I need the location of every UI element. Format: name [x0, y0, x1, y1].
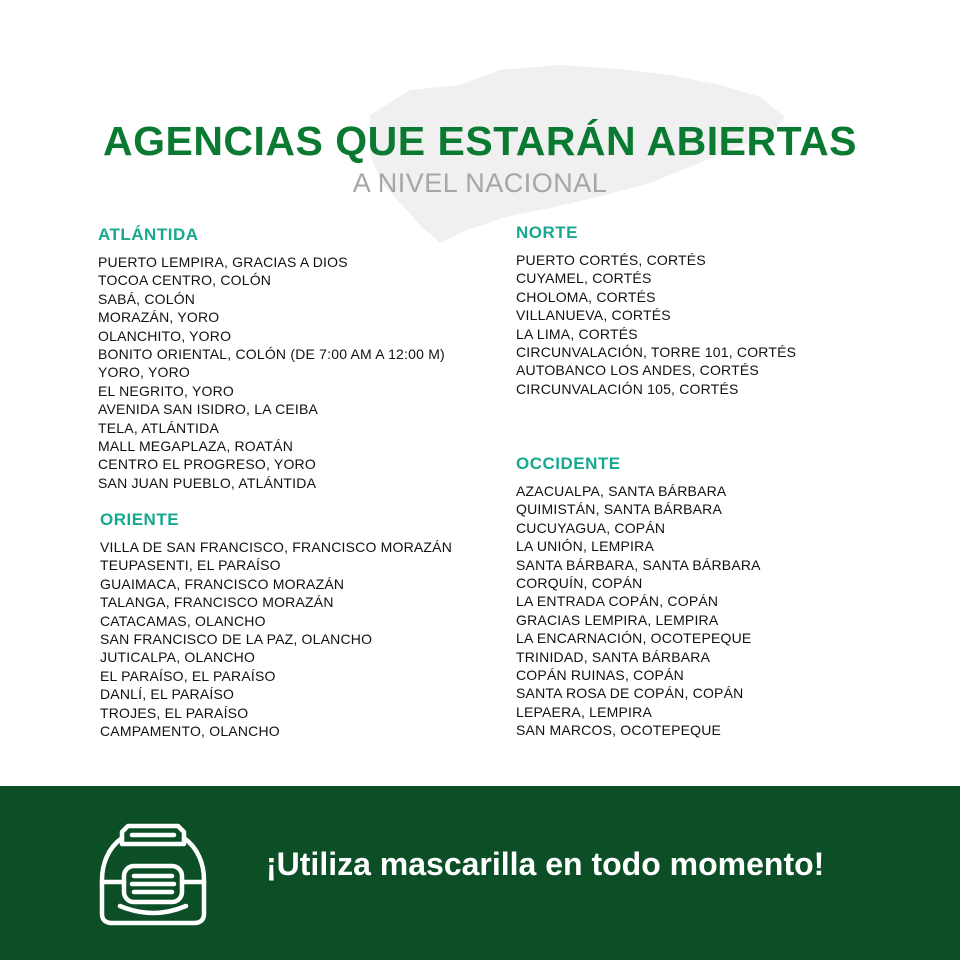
agency-list-item: CUCUYAGUA, COPÁN [516, 519, 666, 536]
section-atlantida [98, 225, 445, 492]
agency-list-item: LA ENCARNACIÓN, OCOTEPEQUE [516, 630, 752, 647]
mask-slogan: ¡Utiliza mascarilla en todo momento! [266, 846, 825, 882]
section-title-norte: NORTE [516, 223, 578, 242]
agency-list-item: TRINIDAD, SANTA BÁRBARA [516, 648, 711, 665]
agency-list-item: DANLÍ, EL PARAÍSO [100, 686, 235, 703]
agency-list-item: TROJES, EL PARAÍSO [100, 704, 249, 721]
section-occidente [516, 454, 761, 740]
section-title-atlantida: ATLÁNTIDA [98, 225, 199, 244]
agency-list-item: LA LIMA, CORTÉS [516, 325, 638, 342]
agency-list-item: LA UNIÓN, LEMPIRA [516, 538, 654, 555]
face-mask-icon [96, 816, 210, 930]
agency-list-occidente [516, 482, 761, 740]
agency-list-item: PUERTO LEMPIRA, GRACIAS A DIOS [98, 254, 348, 270]
section-oriente [100, 510, 452, 740]
agency-list-item: CENTRO EL PROGRESO, YORO [98, 456, 316, 473]
page-subtitle: A NIVEL NACIONAL [352, 168, 608, 198]
agency-list-item: BONITO ORIENTAL, COLÓN (DE 7:00 AM A 12:00 M) [98, 346, 445, 363]
agency-list-item: MALL MEGAPLAZA, ROATÁN [98, 438, 293, 455]
agency-list-item: AZACUALPA, SANTA BÁRBARA [516, 483, 727, 499]
agency-list-item: SAN FRANCISCO DE LA PAZ, OLANCHO [100, 631, 373, 648]
agency-list-item: PUERTO CORTÉS, CORTÉS [516, 252, 706, 268]
agency-list-item: CATACAMAS, OLANCHO [100, 612, 266, 629]
agency-list-item: LEPAERA, LEMPIRA [516, 703, 652, 720]
agency-list-item: CORQUÍN, COPÁN [516, 575, 643, 592]
agency-list-item: SANTA BÁRBARA, SANTA BÁRBARA [516, 556, 761, 573]
agency-list-item: VILLANUEVA, CORTÉS [516, 307, 671, 324]
agency-list-item: AUTOBANCO LOS ANDES, CORTÉS [516, 362, 759, 379]
agency-list-item: SAN JUAN PUEBLO, ATLÁNTIDA [98, 474, 317, 491]
agency-list-item: CUYAMEL, CORTÉS [516, 270, 652, 287]
agency-list-oriente [100, 538, 452, 740]
agency-list-item: TALANGA, FRANCISCO MORAZÁN [100, 594, 334, 611]
agency-list-item: GRACIAS LEMPIRA, LEMPIRA [516, 611, 719, 628]
agency-list-item: COPÁN RUINAS, COPÁN [516, 667, 684, 684]
agency-list-item: OLANCHITO, YORO [98, 327, 232, 344]
agency-list-item: SABÁ, COLÓN [98, 290, 196, 307]
agency-list-item: QUIMISTÁN, SANTA BÁRBARA [516, 501, 723, 518]
section-title-oriente: ORIENTE [100, 510, 180, 529]
section-title-occidente: OCCIDENTE [516, 454, 621, 473]
agency-list-item: GUAIMACA, FRANCISCO MORAZÁN [100, 575, 345, 592]
agency-list-item: YORO, YORO [98, 364, 190, 381]
agency-list-item: JUTICALPA, OLANCHO [100, 649, 256, 666]
page-title: AGENCIAS QUE ESTARÁN ABIERTAS [102, 118, 858, 164]
agency-list-item: TOCOA CENTRO, COLÓN [98, 272, 272, 289]
agency-list-item: CIRCUNVALACIÓN, TORRE 101, CORTÉS [516, 344, 797, 361]
agency-list-item: TELA, ATLÁNTIDA [98, 419, 219, 436]
agency-list-item: SAN MARCOS, OCOTEPEQUE [516, 722, 722, 739]
agency-list-item: CIRCUNVALACIÓN 105, CORTÉS [516, 380, 739, 397]
agency-list-item: MORAZÁN, YORO [98, 309, 220, 326]
section-norte [516, 223, 796, 398]
agency-list-item: AVENIDA SAN ISIDRO, LA CEIBA [98, 401, 319, 418]
agency-list-item: EL NEGRITO, YORO [98, 382, 234, 399]
agency-list-item: VILLA DE SAN FRANCISCO, FRANCISCO MORAZÁN [100, 539, 453, 555]
agency-list-norte [516, 251, 796, 398]
agency-list-item: EL PARAÍSO, EL PARAÍSO [100, 667, 276, 684]
agency-list-atlantida [98, 253, 445, 492]
agency-list-item: SANTA ROSA DE COPÁN, COPÁN [516, 685, 744, 702]
agency-list-item: CAMPAMENTO, OLANCHO [100, 723, 280, 740]
agency-list-item: LA ENTRADA COPÁN, COPÁN [516, 593, 719, 610]
agency-list-item: TEUPASENTI, EL PARAÍSO [100, 557, 281, 574]
agency-list-item: CHOLOMA, CORTÉS [516, 288, 656, 305]
